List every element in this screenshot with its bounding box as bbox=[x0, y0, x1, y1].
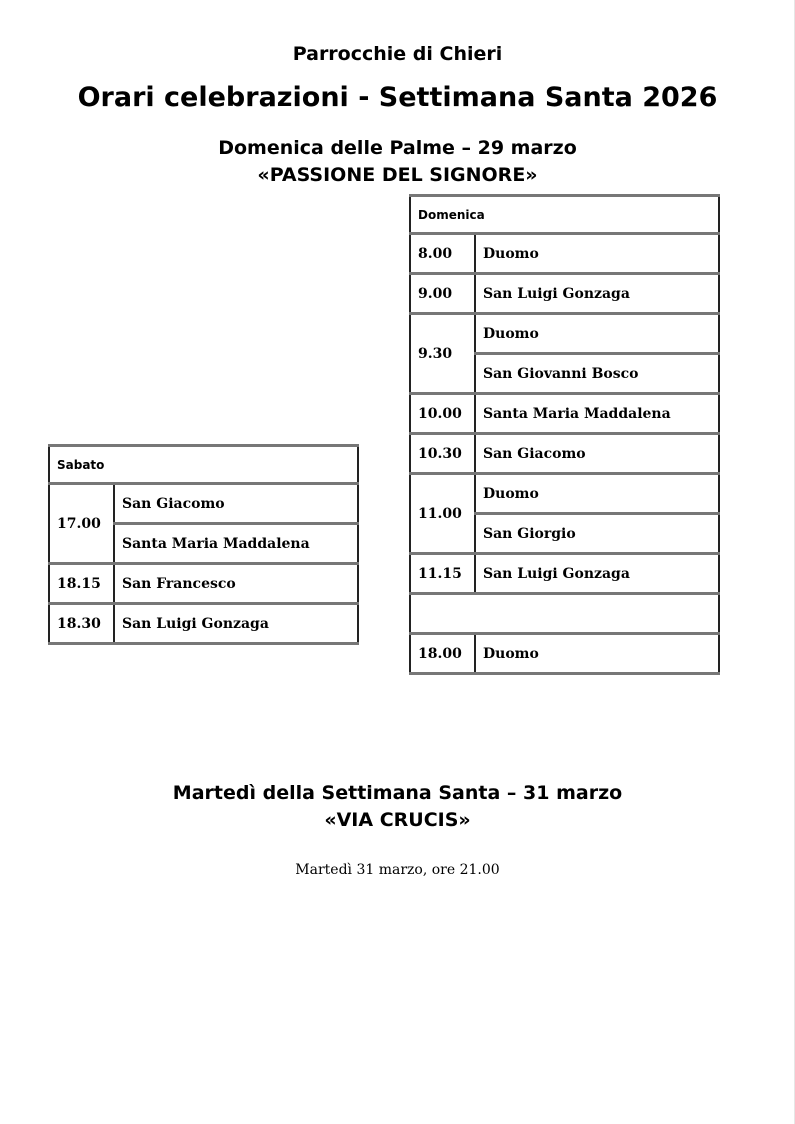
table-row-blank bbox=[410, 594, 719, 634]
schedule-table-sabato bbox=[48, 444, 359, 645]
time-cell: 10.00 bbox=[410, 394, 475, 434]
time-cell: 11.00 bbox=[410, 474, 475, 554]
section-palm-sunday-heading bbox=[0, 135, 795, 189]
section-heading: Domenica delle Palme – 29 marzo bbox=[218, 137, 577, 159]
church-cell: Duomo bbox=[475, 474, 719, 514]
table-row bbox=[410, 434, 719, 474]
table-row bbox=[410, 634, 719, 674]
schedule-table-domenica bbox=[409, 194, 720, 675]
table-header: Sabato bbox=[49, 446, 358, 484]
time-cell: 8.00 bbox=[410, 234, 475, 274]
time-cell: 18.30 bbox=[49, 604, 114, 644]
church-cell: San Francesco bbox=[114, 564, 358, 604]
time-cell: 17.00 bbox=[49, 484, 114, 564]
via-crucis-time-note: Martedì 31 marzo, ore 21.00 bbox=[295, 862, 500, 878]
table-row bbox=[49, 484, 358, 524]
table-body bbox=[49, 484, 358, 644]
table-row bbox=[49, 604, 358, 644]
time-cell: 10.30 bbox=[410, 434, 475, 474]
table-row bbox=[410, 474, 719, 514]
church-cell: Duomo bbox=[475, 234, 719, 274]
section-subheading: «VIA CRUCIS» bbox=[324, 809, 471, 831]
table-row bbox=[410, 314, 719, 354]
table-row bbox=[49, 564, 358, 604]
time-cell: 9.30 bbox=[410, 314, 475, 394]
church-cell: San Giacomo bbox=[114, 484, 358, 524]
time-cell: 18.00 bbox=[410, 634, 475, 674]
church-cell: San Luigi Gonzaga bbox=[475, 554, 719, 594]
church-cell: San Giorgio bbox=[475, 514, 719, 554]
church-cell: San Giacomo bbox=[475, 434, 719, 474]
church-cell: San Luigi Gonzaga bbox=[114, 604, 358, 644]
organization-name: Parrocchie di Chieri bbox=[292, 43, 503, 65]
church-cell: Duomo bbox=[475, 314, 719, 354]
church-cell: San Luigi Gonzaga bbox=[475, 274, 719, 314]
time-cell: 11.15 bbox=[410, 554, 475, 594]
church-cell: San Giovanni Bosco bbox=[475, 354, 719, 394]
table-row bbox=[410, 234, 719, 274]
church-cell: Santa Maria Maddalena bbox=[475, 394, 719, 434]
blank-cell bbox=[410, 594, 719, 634]
table-row bbox=[410, 394, 719, 434]
section-via-crucis-heading bbox=[0, 780, 795, 834]
table-row bbox=[410, 554, 719, 594]
church-cell: Duomo bbox=[475, 634, 719, 674]
section-heading: Martedì della Settimana Santa – 31 marzo bbox=[172, 782, 623, 804]
time-cell: 18.15 bbox=[49, 564, 114, 604]
time-cell: 9.00 bbox=[410, 274, 475, 314]
table-body bbox=[410, 234, 719, 674]
church-cell: Santa Maria Maddalena bbox=[114, 524, 358, 564]
page-title: Orari celebrazioni - Settimana Santa 2026 bbox=[77, 82, 718, 113]
section-subheading: «PASSIONE DEL SIGNORE» bbox=[257, 164, 538, 186]
table-row bbox=[410, 274, 719, 314]
table-header: Domenica bbox=[410, 196, 719, 234]
